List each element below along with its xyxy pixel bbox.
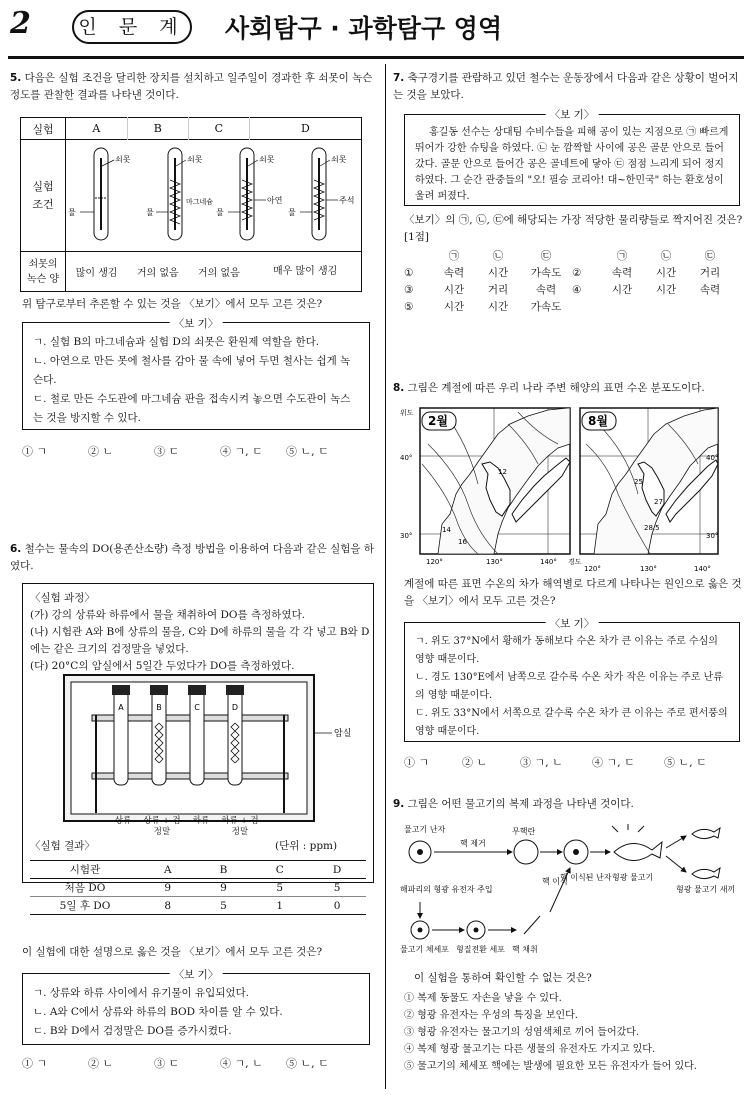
q6-option-2[interactable]: ② ㄴ <box>88 1057 114 1070</box>
q5-option-2[interactable]: ② ㄴ <box>88 445 114 458</box>
q7-stem <box>393 70 743 104</box>
q5-bogi-box <box>22 318 370 430</box>
header-rule <box>8 56 744 59</box>
q7-h2-left: ㉡ <box>492 250 504 262</box>
q5-bogi-1: ㄱ. 실험 B의 마그네슘과 실험 D의 쇠못은 환원제 역할을 한다. <box>33 336 320 348</box>
q6-bogi-2: ㄴ. A와 C에서 상류와 하류의 BOD 차이를 알 수 있다. <box>33 1006 283 1018</box>
q9-text: 그림은 어떤 물고기의 복제 과정을 나타낸 것이다. <box>407 798 634 810</box>
tube-c-label: C <box>194 703 200 712</box>
q5-result-d: 매우 많이 생김 <box>273 266 338 277</box>
q7-opt1-num[interactable]: ① <box>404 267 414 279</box>
q6-bogi-1: ㄱ. 상류와 하류 사이에서 유기물이 유입되었다. <box>33 987 250 999</box>
q5-col-b: B <box>127 118 188 140</box>
lat-label: 위도 <box>400 409 414 417</box>
q7-opt1-v2: 시간 <box>487 267 509 279</box>
q7-opt3-v3: 속력 <box>535 284 557 296</box>
q5-bogi-2: ㄴ. 아연으로 만든 못에 철사를 감아 물 속에 넣어 두면 철사는 쉽게 녹슨다. <box>33 355 351 386</box>
q5-bogi-3: ㄷ. 철로 만든 수도관에 마그네슘 판을 접속시켜 놓으면 수도관이 녹스는 것을 방지할 수 있다. <box>33 393 351 424</box>
q8-sst-maps <box>398 404 743 572</box>
tube-b-icon <box>156 148 186 240</box>
q8-option-5[interactable]: ⑤ ㄴ, ㄷ <box>664 756 707 769</box>
q7-opt3-num[interactable]: ③ <box>404 284 414 296</box>
q6-bogi-3: ㄷ. B와 D에서 검정말은 DO를 증가시켰다. <box>33 1025 232 1037</box>
q9-question: 이 실험을 통하여 확인할 수 없는 것은? <box>414 972 592 984</box>
glow-fish-icon <box>614 842 662 861</box>
q8-number: 8. <box>393 382 405 394</box>
tube-d-label: D <box>231 703 239 712</box>
q5-option-4[interactable]: ④ ㄱ, ㄷ <box>220 445 263 458</box>
q8-option-4[interactable]: ④ ㄱ, ㄷ <box>592 756 635 769</box>
q6-result-title: 〈실험 결과〉 <box>30 840 95 852</box>
q5-apparatus-drawing <box>66 140 361 248</box>
tube-b-icon <box>150 685 168 785</box>
q8-bogi-2: ㄴ. 경도 130°E에서 남쪽으로 갈수록 수온 차가 작은 이유는 주로 난류의 영향 때문이다. <box>415 672 723 701</box>
lon140-label-2: 140° <box>694 565 711 572</box>
q6-r1-c3: 5 <box>276 881 284 894</box>
q7-opt4-v2: 시간 <box>655 284 677 296</box>
q6-number: 6. <box>10 543 22 555</box>
lon120-label-2: 120° <box>584 565 601 572</box>
q5-result-b: 거의 없음 <box>136 268 179 279</box>
q5-bogi-label: 〈보 기〉 <box>170 315 223 334</box>
q8-option-1[interactable]: ① ㄱ <box>404 756 430 769</box>
tube-a-icon <box>80 148 114 240</box>
q6-option-5[interactable]: ⑤ ㄴ, ㄷ <box>286 1057 329 1070</box>
q5-stem <box>10 70 378 104</box>
label-nail-b: 쇠못 <box>187 155 203 164</box>
page-number: 2 <box>10 6 31 41</box>
label-water-b: 물 <box>146 208 154 217</box>
q5-question: 위 탐구로부터 추론할 수 있는 것을 〈보기〉에서 모두 고른 것은? <box>22 298 323 310</box>
q9-cloning-diagram <box>400 822 746 970</box>
enucleated-label: 무핵란 <box>512 827 536 836</box>
aug-label: 8월 <box>588 414 608 428</box>
q6-r1-c0: 처음 DO <box>64 882 106 894</box>
enucleated-egg-icon <box>514 840 538 864</box>
q6-th-4: D <box>332 863 342 876</box>
q5-col-d: D <box>301 122 310 135</box>
q7-opt5-v2: 시간 <box>487 301 509 313</box>
label-nail-c: 쇠못 <box>259 155 275 164</box>
q9-option-3[interactable]: ③ 형광 유전자는 물고기의 성염색체로 끼어 들어갔다. <box>404 1027 640 1038</box>
transgenic-label: 형질전환 세포 <box>456 945 505 954</box>
q9-stem <box>393 796 748 813</box>
q6-r2-c2: 5 <box>220 899 227 912</box>
somatic-label: 물고기 체세포 <box>400 945 449 954</box>
caption-b: 상류 + 검정말 <box>143 816 181 837</box>
q9-option-1[interactable]: ① 복제 동물도 자손을 낳을 수 있다. <box>404 993 562 1004</box>
q5-option-5[interactable]: ⑤ ㄴ, ㄷ <box>286 445 329 458</box>
q7-opt2-v3: 거리 <box>699 267 721 279</box>
q7-opt3-v1: 시간 <box>443 284 465 296</box>
nuc-transfer-label: 핵 이식 <box>542 877 568 886</box>
glow-fish2-label: 형광 물고기 새끼 <box>676 885 736 894</box>
aug-iso-285: 28.5 <box>644 524 660 532</box>
q7-bogi-box <box>404 109 740 206</box>
q6-th-1: A <box>163 863 172 876</box>
q6-bogi-label: 〈보 기〉 <box>170 966 223 985</box>
egg-label: 물고기 난자 <box>404 825 446 834</box>
pipette-icon <box>524 916 540 934</box>
q6-r2-c4: 0 <box>333 899 341 912</box>
lon130-label-1: 130° <box>486 558 503 566</box>
q5-row1-label: 실험 조건 <box>21 140 66 252</box>
q7-bogi-text: 홍길동 선수는 상대팀 수비수들을 피해 공이 있는 지점으로 ㉠ 빠르게 뛰어가 강한 슈팅을 하였다. ㉡ 눈 깜짝할 사이에 공은 골문 안으로 들어갔다. 골문 안으로 들어간 공은 골네트에 닿아 ㉢ 점점 느리게 되어 정지하였다. 그 순간 관중들의 "오! 필승 코리아! 대~한민국" 하는 환호성이 울려 퍼졌다. <box>415 127 729 202</box>
offspring-fish-icon-1 <box>692 828 720 839</box>
q6-option-4[interactable]: ④ ㄱ, ㄴ <box>220 1057 263 1070</box>
q6-th-0: 시험관 <box>69 864 101 876</box>
offspring-fish-icon-2 <box>692 868 720 879</box>
q6-options <box>22 1055 382 1071</box>
q7-h2-right: ㉡ <box>660 250 672 262</box>
transplanted-label: 핵 이식된 난자 <box>560 873 612 882</box>
label-water-d: 물 <box>288 208 296 217</box>
q5-col0-header: 실험 <box>21 118 66 140</box>
q6-step-2: (나) 시험관 A와 B에 상류의 물을, C와 D에 하류의 물을 각 각 넣고 B와 D에는 같은 크기의 검정말을 넣었다. <box>30 626 370 655</box>
q7-opt4-v1: 시간 <box>611 284 633 296</box>
q8-bogi-label: 〈보 기〉 <box>546 615 599 633</box>
q5-option-1[interactable]: ① ㄱ <box>22 445 48 458</box>
q7-opt2-num[interactable]: ② <box>572 267 582 279</box>
lon-label: 경도 <box>568 558 582 566</box>
q8-question: 계절에 따른 표면 수온의 차가 해역별로 다르게 나타나는 원인으로 옳은 것을 〈보기〉에서 모두 고른 것은? <box>404 578 742 607</box>
darkroom-label: 암실 <box>334 729 352 739</box>
label-water-a: 물 <box>68 208 76 217</box>
lat30-label-1: 30° <box>400 532 413 540</box>
q6-r2-c3: 1 <box>276 899 284 912</box>
q9-number: 9. <box>393 798 405 810</box>
tube-c-icon <box>188 685 206 785</box>
q7-opt5-v3: 가속도 <box>530 301 562 313</box>
q6-stem <box>10 541 378 575</box>
q8-bogi-1: ㄱ. 위도 37°N에서 황해가 동해보다 수온 차가 큰 이유는 주로 수심의 영향 때문이다. <box>415 636 718 665</box>
darkroom-inner <box>71 682 307 814</box>
q6-process-title: 〈실험 과정〉 <box>30 592 95 604</box>
q6-result-table <box>30 860 366 915</box>
q8-text: 그림은 계절에 따른 우리 나라 주변 해양의 표면 수온 분포도이다. <box>407 382 705 394</box>
feb-iso-16: 16 <box>458 538 467 546</box>
q6-bogi-box <box>22 969 370 1045</box>
q5-table <box>20 117 362 292</box>
q8-options <box>404 754 744 770</box>
q7-h3-right: ㉢ <box>704 250 716 262</box>
q5-col-c: C <box>188 118 249 140</box>
q5-row2-label: 쇠못의 녹슨 양 <box>21 252 66 292</box>
caption-c: 하류 <box>192 816 210 826</box>
q6-option-1[interactable]: ① ㄱ <box>22 1057 48 1070</box>
q6-apparatus-drawing <box>62 673 372 833</box>
q7-options-table <box>404 248 732 316</box>
q7-text: 축구경기를 관람하고 있던 철수는 운동장에서 다음과 같은 상황이 벌어지는 것을 보았다. <box>393 72 739 101</box>
q8-bogi-box <box>404 618 740 742</box>
q8-option-3[interactable]: ③ ㄱ, ㄴ <box>520 756 563 769</box>
label-water-c: 물 <box>216 208 224 217</box>
q7-opt5-v1: 시간 <box>443 301 465 313</box>
lon120-label-1: 120° <box>426 558 443 566</box>
q7-opt2-v1: 속력 <box>611 267 633 279</box>
label-nail-d: 쇠못 <box>331 155 347 164</box>
page-title: 사회탐구 · 과학탐구 영역 <box>225 14 503 43</box>
q6-process <box>30 590 370 675</box>
q5-result-c: 거의 없음 <box>197 268 240 279</box>
aug-map <box>580 408 718 554</box>
label-tin: 주석 <box>339 196 355 205</box>
q7-question: 〈보기〉의 ㉠, ㉡, ㉢에 해당되는 가장 적당한 물리량들로 짝지어진 것은? [1점] <box>404 214 743 243</box>
feb-label: 2월 <box>428 414 448 428</box>
q5-number: 5. <box>10 72 22 84</box>
q6-th-2: B <box>219 863 228 876</box>
q5-text: 다음은 실험 조건을 달리한 장치를 설치하고 일주일이 경과한 후 쇠못이 녹슨 정도를 관찰한 결과를 나타낸 것이다. <box>10 72 373 101</box>
q9-options <box>404 990 746 1075</box>
label-zinc: 아연 <box>267 196 283 205</box>
q5-col-a: A <box>66 118 128 140</box>
track-badge: 인 문 계 <box>72 10 192 44</box>
q6-r1-c2: 9 <box>220 881 227 894</box>
glow-fish-label: 형광 물고기 <box>612 873 654 882</box>
q7-opt5-num[interactable]: ⑤ <box>404 301 414 313</box>
q7-number: 7. <box>393 72 405 84</box>
q6-unit: (단위 : ppm) <box>275 840 338 852</box>
firefly-label: 해파리의 형광 유전자 주입 <box>400 885 493 894</box>
q7-opt3-v2: 거리 <box>487 284 509 296</box>
q7-opt4-v3: 속력 <box>699 284 721 296</box>
lon130-label-2: 130° <box>640 565 657 572</box>
q6-r2-c1: 8 <box>164 899 172 912</box>
extract-label: 핵 채취 <box>512 945 538 954</box>
q7-bogi-label: 〈보 기〉 <box>546 107 599 123</box>
column-divider <box>385 64 386 1089</box>
q6-r1-c1: 9 <box>164 881 172 894</box>
q8-option-2[interactable]: ② ㄴ <box>462 756 488 769</box>
label-nail-a: 쇠못 <box>115 155 131 164</box>
lat40-label-1: 40° <box>400 454 413 462</box>
q7-opt4-num[interactable]: ④ <box>572 284 582 296</box>
q6-option-3[interactable]: ③ ㄷ <box>154 1057 180 1070</box>
q6-step-3: (다) 20°C의 암실에서 5일간 두었다가 DO를 측정하였다. <box>30 660 295 672</box>
feb-iso-14: 14 <box>442 526 451 534</box>
q9-option-2[interactable]: ② 형광 유전자는 우성의 특징을 보인다. <box>404 1010 578 1021</box>
lat30-label-2: 30° <box>706 532 719 540</box>
tube-d-icon <box>226 685 244 785</box>
q8-stem <box>393 380 748 397</box>
q9-option-4[interactable]: ④ 복제 형광 물고기는 다른 생물의 유전자도 가지고 있다. <box>404 1044 656 1055</box>
q5-result-a: 많이 생김 <box>75 268 118 279</box>
q7-h1-right: ㉠ <box>616 250 628 262</box>
q9-option-5[interactable]: ⑤ 물고기의 체세포 핵에는 발생에 필요한 모든 유전자가 들어 있다. <box>404 1061 697 1072</box>
q6-r2-c0: 5일 후 DO <box>59 900 111 912</box>
tube-a-icon <box>112 685 130 785</box>
label-mg: 마그네슘 <box>186 198 214 206</box>
q7-h1-left: ㉠ <box>448 250 460 262</box>
q7-opt1-v3: 가속도 <box>530 267 562 279</box>
caption-a: 상류 <box>114 816 132 826</box>
q6-r1-c4: 5 <box>333 881 341 894</box>
q5-options <box>22 443 382 459</box>
q6-text: 철수는 물속의 DO(용존산소량) 측정 방법을 이용하여 다음과 같은 실험을 하였다. <box>10 543 375 572</box>
tube-b-label: B <box>156 703 162 712</box>
q6-question: 이 실험에 대한 설명으로 옳은 것을 〈보기〉에서 모두 고른 것은? <box>22 946 323 958</box>
aug-iso-25: 25 <box>634 478 643 486</box>
caption-d: 하류 + 검정말 <box>221 816 259 837</box>
lat40-label-2: 40° <box>706 454 719 462</box>
feb-iso-12: 12 <box>498 468 507 476</box>
q6-th-3: C <box>275 863 284 876</box>
q6-step-1: (가) 강의 상류와 하류에서 물을 채취하여 DO를 측정하였다. <box>30 609 306 621</box>
lon140-label-1: 140° <box>540 558 557 566</box>
q8-bogi-3: ㄷ. 위도 33°N에서 서쪽으로 갈수록 수온 차가 큰 이유는 주로 편서풍의 영향 때문이다. <box>415 708 728 737</box>
q5-option-3[interactable]: ③ ㄷ <box>154 445 180 458</box>
q7-opt1-v1: 속력 <box>443 267 465 279</box>
q7-opt2-v2: 시간 <box>655 267 677 279</box>
aug-iso-27: 27 <box>654 498 663 506</box>
remove-label: 핵 제거 <box>460 839 486 848</box>
tube-a-label: A <box>118 703 124 712</box>
q7-h3-left: ㉢ <box>540 250 552 262</box>
